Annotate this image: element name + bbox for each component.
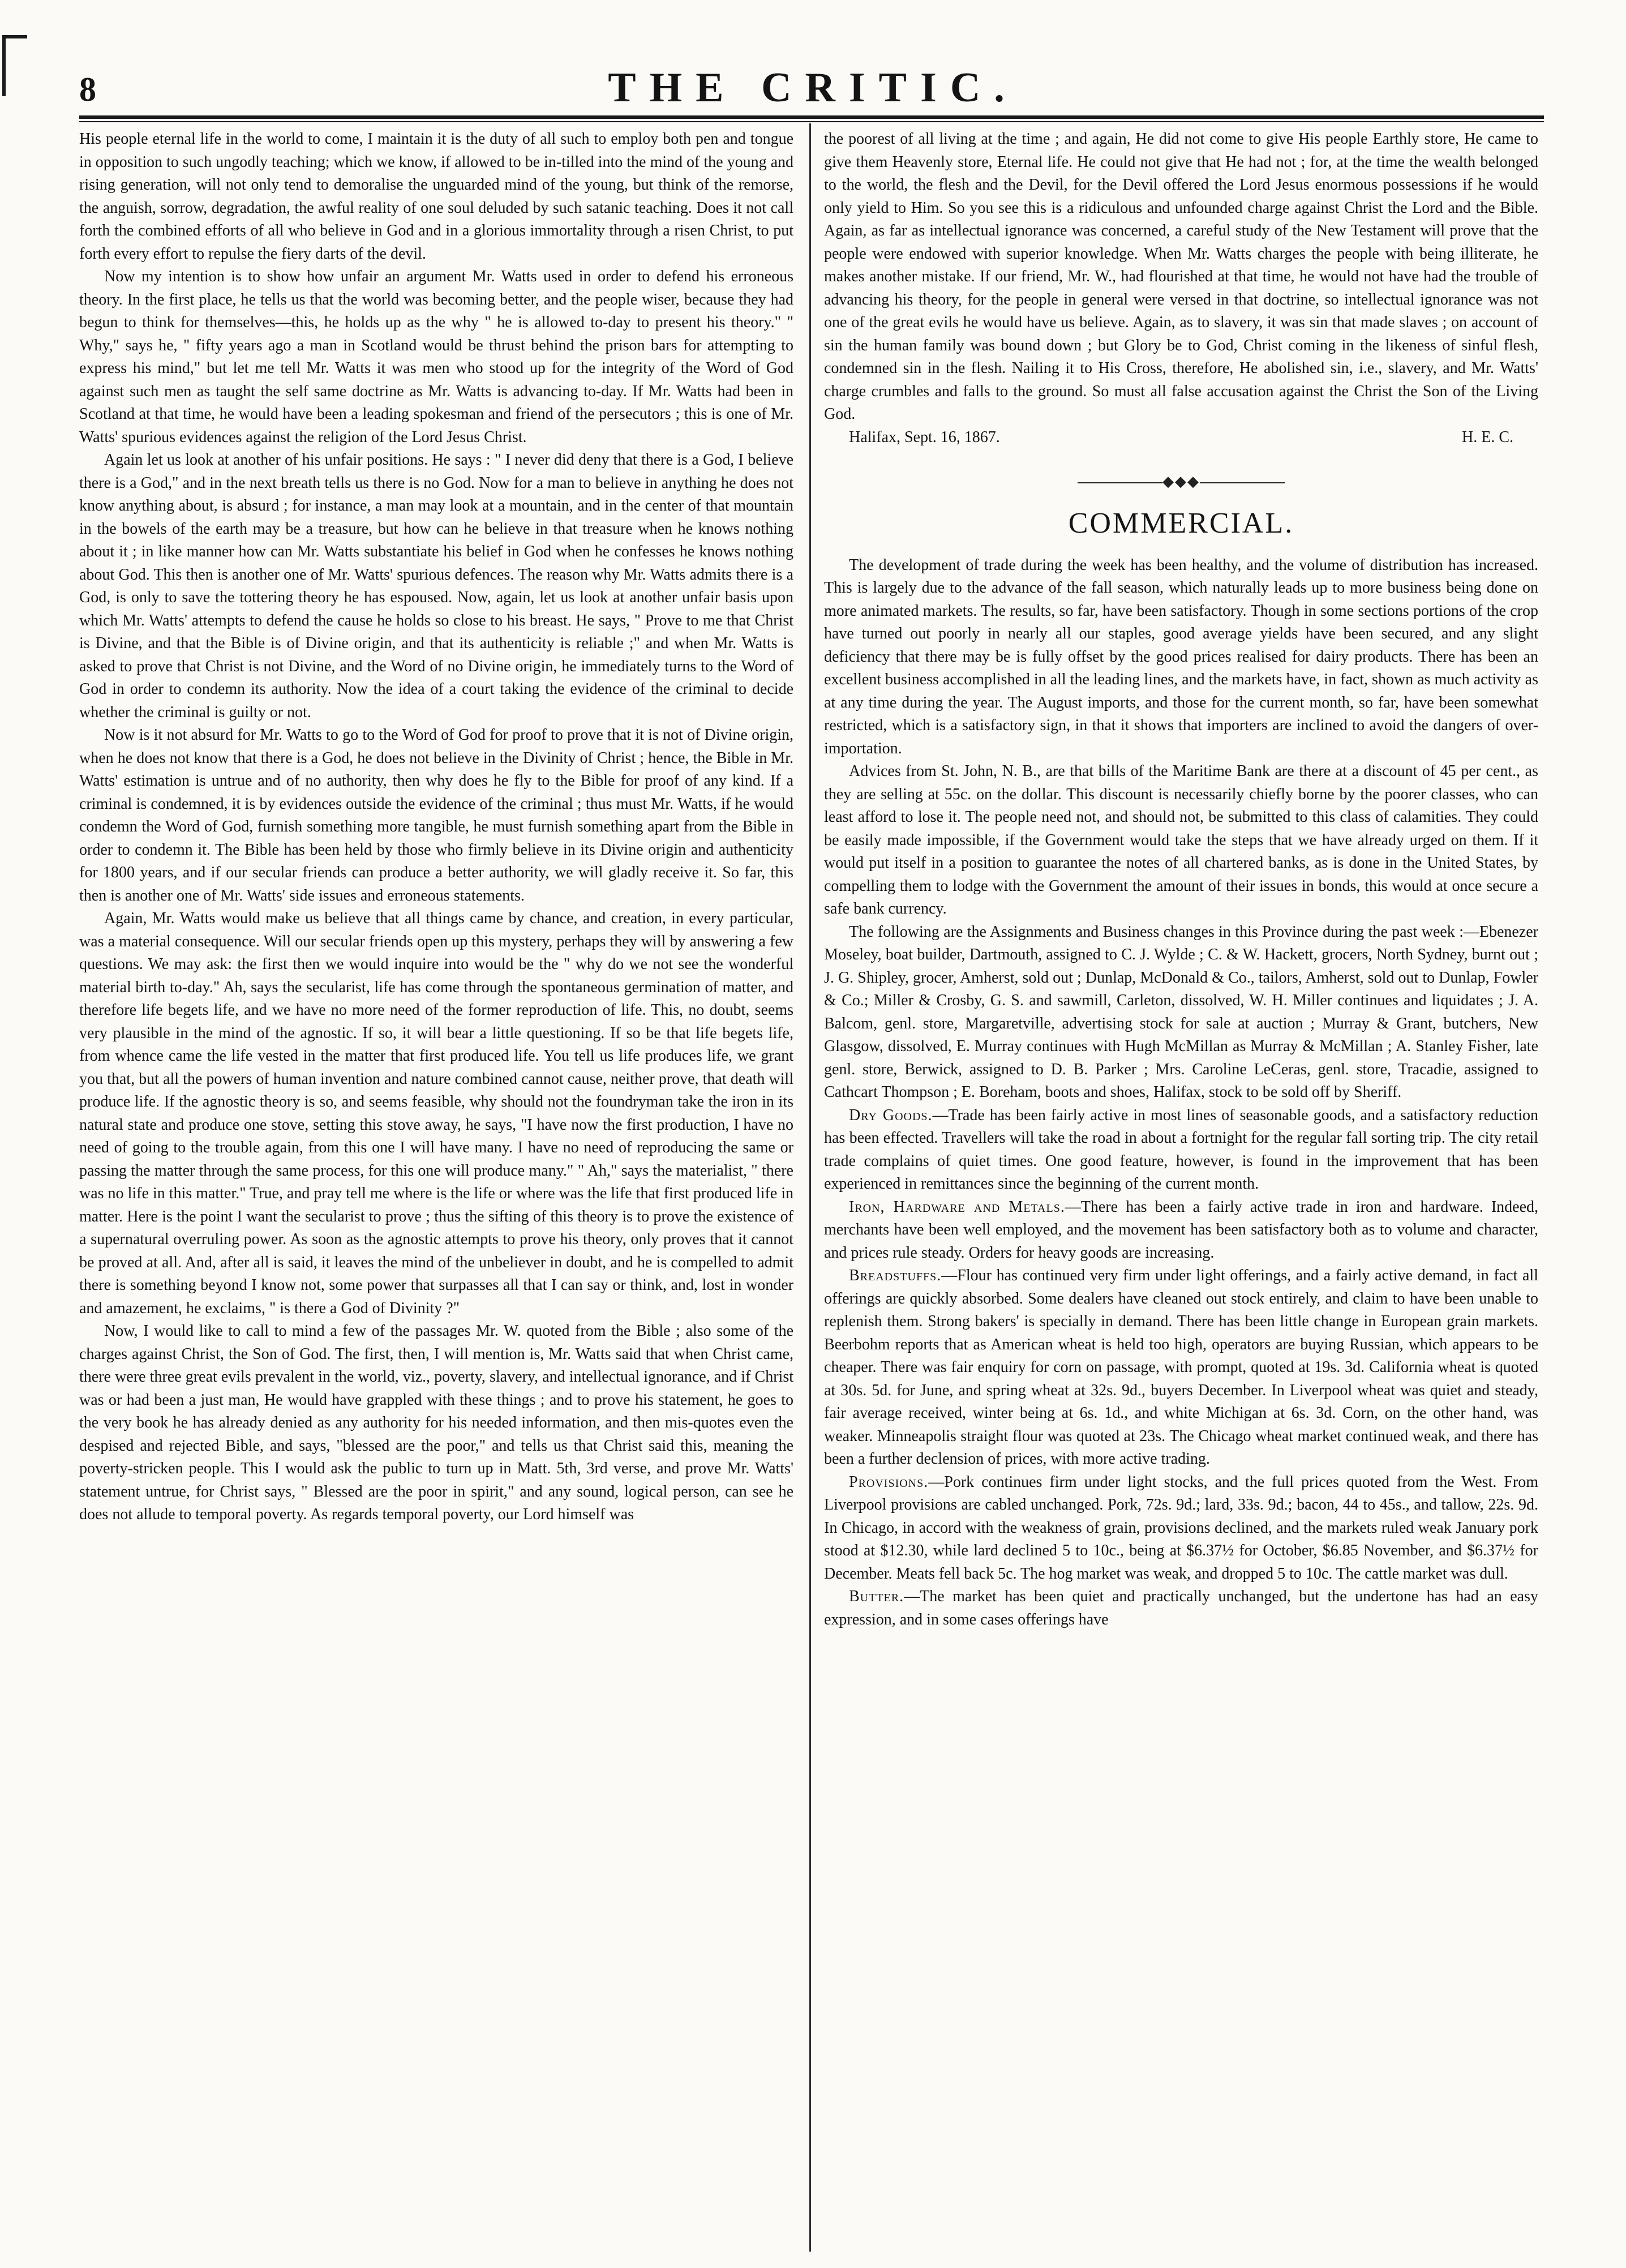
commercial-paragraph: The development of trade during the week has been healthy, and the volume of distribution has increased. This is largely due to the advance of the fall season, which naturally leads up to more business being done on more animated markets. The results, so far, have been satisfactory. Though in some sections portions of the crop have turned out poorly in nearly all our staples, good average yields have been secured, and any slight deficiency that there may be is fully offset by the good prices realised for dairy products. There has been an excellent business accomplished in all the leading lines, and the markets have, in fact, shown as much activity as at any time during the year. The August imports, and those for the current month, so far, have been somewhat restricted, which is a satisfactory sign, in that it shows that importers are inclined to avoid the dangers of over-importation. xyxy=(824,556,1538,757)
article-paragraph: Now my intention is to show how unfair an argument Mr. Watts used in order to defend his erroneous theory. In the first place, he tells us that the world was becoming better, and the people wiser, because they had begun to think for themselves—this, he holds up as the why " he is allowed to-day to present his theory." " Why," says he, " fifty years ago a man in Scotland would be thrust behind the prison bars for attempting to express his mind," but let me tell Mr. Watts it was men who stood up for the integrity of the Word of God against such men as taught the self same doctrine as Mr. Watts is advancing to-day. If Mr. Watts had been in Scotland at that time, he would have been a leading spokesman and friend of the persecutors ; this is one of Mr. Watts' spurious evidences against the religion of the Lord Jesus Christ. xyxy=(79,268,793,446)
column-divider xyxy=(809,123,811,2252)
article-paragraph: Now, I would like to call to mind a few of the passages Mr. W. quoted from the Bible ; also some of the charges against Christ, the Son of God. The first, then, I will mention is, Mr. Watts said that when Christ came, there were three great evils prevalent in the world, viz., poverty, slavery, and intellectual ignorance, and if Christ was or had been a just man, He would have grappled with these things ; and to prove his statement, he goes to the very book he has already denied as any authority for his needed information, and then mis-quotes even the despised and rejected Bible, and says, "blessed are the poor," and tells us that Christ said this, meaning the poverty-stricken people. This I would ask the public to turn up in Matt. 5th, 3rd verse, and prove Mr. Watts' statement untrue, for Christ says, " Blessed are the poor in spirit," and any sound, logical person, can see he does not allude to temporal poverty. As regards temporal poverty, our Lord himself was xyxy=(79,1322,793,1523)
section-ornament: ◆◆◆ xyxy=(824,470,1538,494)
commercial-paragraph-butter: Butter.—The market has been quiet and practically unchanged, but the undertone has had an easy expression, and in some cases offerings have xyxy=(824,1588,1538,1628)
article-paragraph: the poorest of all living at the time ; and again, He did not come to give His people Earthly store, He came to give them Heavenly store, Eternal life. He could not give that He had not ; for, at the time the wealth belonged to the world, the flesh and the Devil, for the Devil offered the Lord Jesus enormous possessions if he would only yield to Him. So you see this is a ridiculous and unfounded charge against Christ the Lord and the Bible. Again, as far as intellectual ignorance was concerned, a careful study of the New Testament will prove that the people were endowed with superior knowledge. When Mr. Watts charges the people with being illiterate, he makes another mistake. If our friend, Mr. W., had flourished at that time, he would not have had the trouble of advancing his theory, for the people in general were versed in that doctrine, so intellectual ignorance was not one of the great evils he would have us believe. Again, as to slavery, it was sin that made slaves ; on account of sin the human family was bound down ; but Glory be to God, Christ coming in the likeness of sinful flesh, condemned sin in the flesh. Nailing it to His Cross, therefore, He abolished sin, i.e., slavery, and Mr. Watts' charge crumbles and falls to the ground. So must all false accusation against the Christ the Son of the Living God. xyxy=(824,130,1538,423)
right-column xyxy=(824,128,1538,2256)
commercial-paragraph-dry-goods: Dry Goods.—Trade has been fairly active in most lines of seasonable goods, and a satisfactory reduction has been effected. Travellers will take the road in about a fortnight for the regular fall sorting trip. The city retail trade complains of quiet times. One good feature, however, is found in the improvement that has been experienced in remittances since the beginning of the current month. xyxy=(824,1106,1538,1193)
commercial-paragraph: Advices from St. John, N. B., are that bills of the Maritime Bank are there at a discount of 45 per cent., as they are selling at 55c. on the dollar. This discount is necessarily chiefly borne by the poorer classes, who can least afford to lose it. The people need not, and should not, be submitted to this class of calamities. They could be easily made impossible, if the Government would take the steps that we have already urged on them. If it would put itself in a position to guarantee the notes of all chartered banks, as is done in the United States, by compelling them to lodge with the Government the amount of their issues in bonds, this would at once secure a safe bank currency. xyxy=(824,762,1538,918)
header-rule xyxy=(79,115,1544,119)
subhead-butter: Butter. xyxy=(849,1588,904,1606)
subhead-dry-goods: Dry Goods. xyxy=(849,1106,933,1124)
article-paragraph: Now is it not absurd for Mr. Watts to go to the Word of God for proof to prove that it is not of Divine origin, when he does not know that there is a God, he does not believe in the Divinity of Christ ; hence, the Bible in Mr. Watts' estimation is untrue and of no authority, then why does he fly to the Bible for proof of any kind. If a criminal is condemned, it is by evidences outside the evidence of the criminal ; thus must Mr. Watts, if he would condemn the Word of God, furnish something more tangible, he must furnish something apart from the Bible in order to condemn it. The Bible has been held by those who firmly believe in its Divine origin and authenticity for 1800 years, and if our secular friends can produce a better authority, we will gladly receive it. So far, this then is another one of Mr. Watts' side issues and erroneous statements. xyxy=(79,726,793,904)
article-paragraph: Again, Mr. Watts would make us believe that all things came by chance, and creation, in every particular, was a material consequence. Will our secular friends open up this mystery, perhaps they will by answering a few questions. We may ask: the first then we would inquire into would be the " why do we not see the wonderful material birth to-day." Ah, says the secularist, life has come through the spontaneous germination of matter, and therefore life begets life, and we have no more need of the former reproduction of life. This, no doubt, seems very plausible in the mind of the agnostic. If so, it will bear a little questioning. If so be that life begets life, from whence came the life vested in the matter that first produced life. You tell us life produces life, we grant you that, but all the powers of human invention and nature combined cannot cause, neither prove, that death will produce life. If the agnostic theory is so, and seems feasible, why should not the foundryman take the iron in its natural state and produce one stove, setting this stove away, he says, "I have now the first production, I have no need of going to the trouble again, from this one I will have many. I have no need of reproducing the same or passing the matter through the same process, for this one will produce many." " Ah," says the materialist, " there was no life in this matter." True, and pray tell me where is the life or where was the life that first produced life in matter. Here is the point I want the secularist to prove ; thus the sifting of this theory is to prove the existence of a supernatural overruling power. As soon as the agnostic attempts to prove his theory, only proves that it cannot be proved at all. And, after all is said, it leaves the mind of the unbeliever in doubt, and he is compelled to admit there is something beyond I know not, some power that surpasses all that I can say or think, and, lost in wonder and amazement, he exclaims, " is there a God of Divinity ?" xyxy=(79,910,793,1317)
left-column xyxy=(79,128,793,2256)
commercial-paragraph: The following are the Assignments and Business changes in this Province during the past week :—Ebenezer Moseley, boat builder, Dartmouth, assigned to C. J. Wylde ; C. & W. Hackett, grocers, North Sydney, burnt out ; J. G. Shipley, grocer, Amherst, sold out ; Dunlap, McDonald & Co., tailors, Amherst, sold out to Dunlap, Fowler & Co.; Miller & Crosby, G. S. and sawmill, Carleton, dissolved, W. H. Miller continues and liquidates ; J. A. Balcom, genl. store, Margaretville, advertising stock for sale at auction ; Murray & Grant, butchers, New Glasgow, dissolved, E. Murray continues with Hugh McMillan as Murray & McMillan ; A. Stanley Fisher, late genl. store, Berwick, assigned to D. B. Parker ; Mrs. Caroline LeCeras, genl. store, Tracadie, assigned to Cathcart Thompson ; E. Boreham, boots and shoes, Halifax, stock to be sold off by Sheriff. xyxy=(824,923,1538,1101)
corner-mark xyxy=(2,35,27,38)
page-number: 8 xyxy=(79,71,96,108)
article-paragraph: Again let us look at another of his unfair positions. He says : " I never did deny that there is a God, I believe there is a God," and in the next breath tells us there is no God. Now for a man to believe in anything he does not know anything about, is absurd ; for instance, a man may look at a mountain, and in the center of that mountain in the bowels of the earth may be a treasure, but how can he believe in that treasure when he knows nothing about it ; in like manner how can Mr. Watts substantiate his belief in God when he confesses he knows nothing about God. This then is another one of Mr. Watts' spurious defences. The reason why Mr. Watts admits there is a God, is only to save the tottering theory he has espoused. Now, again, let us look at another unfair basis upon which Mr. Watts' attempts to defend the cause he holds so close to his breast. He says, " Prove to me that Christ is Divine, and that the Bible is of Divine origin, and that its authenticity is reliable ;" and when Mr. Watts is asked to prove that Christ is not Divine, and the Word of no Divine origin, he immediately turns to the Word of God in order to condemn its authority. Now the idea of a court taking the evidence of the criminal to decide whether the criminal is guilty or not. xyxy=(79,451,793,721)
commercial-paragraph-iron: Iron, Hardware and Metals.—There has been a fairly active trade in iron and hardware. Indeed, merchants have been well employed, and the movement has been satisfactory both as to volume and character, and prices rule steady. Orders for heavy goods are increasing. xyxy=(824,1198,1538,1262)
commercial-paragraph-provisions: Provisions.—Pork continues firm under light stocks, and the full prices quoted from the West. From Liverpool provisions are cabled unchanged. Pork, 72s. 9d.; lard, 33s. 9d.; bacon, 44 to 45s., and tallow, 22s. 9d. In Chicago, in accord with the weakness of grain, provisions declined, and the markets ruled weak January pork stood at $12.30, while lard declined 5 to 10c., being at $6.37½ for October, $6.85 November, and $6.37½ for December. Meats fell back 5c. The hog market was weak, and dropped 5 to 10c. The cattle market was dull. xyxy=(824,1473,1538,1583)
article-signature xyxy=(824,426,1538,449)
subhead-provisions: Provisions. xyxy=(849,1473,929,1491)
article-paragraph: His people eternal life in the world to come, I maintain it is the duty of all such to employ both pen and tongue in opposition to such ungodly teaching; which we know, if allowed to be in-tilled into the mind of the young and rising generation, will not only tend to demoralise the unguarded mind of the young, but think of the remorse, the anguish, sorrow, degradation, the awful reality of one soul deluded by such satanic teaching. Does it not call forth the combined efforts of all who believe in God and in a glorious immortality through a risen Christ, to put forth every effort to repulse the fiery darts of the devil. xyxy=(79,130,793,263)
section-title-commercial: COMMERCIAL. xyxy=(1068,507,1294,539)
signature-initials: H. E. C. xyxy=(1462,428,1513,446)
subhead-iron-hardware-metals: Iron, Hardware and Metals. xyxy=(849,1198,1065,1216)
commercial-paragraph-breadstuffs: Breadstuffs.—Flour has continued very firm under light offerings, and a fairly active demand, in fact all offerings are quickly absorbed. Some dealers have cleaned out stock entirely, and claim to have been unable to replenish them. Strong bakers' is specially in demand. There has been little change in European grain markets. Beerbohm reports that as American wheat is held too high, operators are buying Russian, which appears to be cheaper. There was fair enquiry for corn on passage, with prompt, quoted at 19s. 3d. California wheat is quoted at 30s. 5d. for June, and spring wheat at 32s. 9d., buyers December. In Liverpool wheat was quiet and steady, fair average received, winter being at 6s. 1d., and white Michigan at 6s. 3d. Corn, on the other hand, was weaker. Minneapolis straight flour was quoted at 23s. The Chicago wheat market continued weak, and there has been a further declension of prices, with more active trading. xyxy=(824,1267,1538,1468)
masthead-title: THE CRITIC. xyxy=(608,65,1018,111)
subhead-breadstuffs: Breadstuffs. xyxy=(849,1267,942,1285)
header-rule-thin xyxy=(79,121,1544,122)
signature-place-date: Halifax, Sept. 16, 1867. xyxy=(849,428,1000,446)
